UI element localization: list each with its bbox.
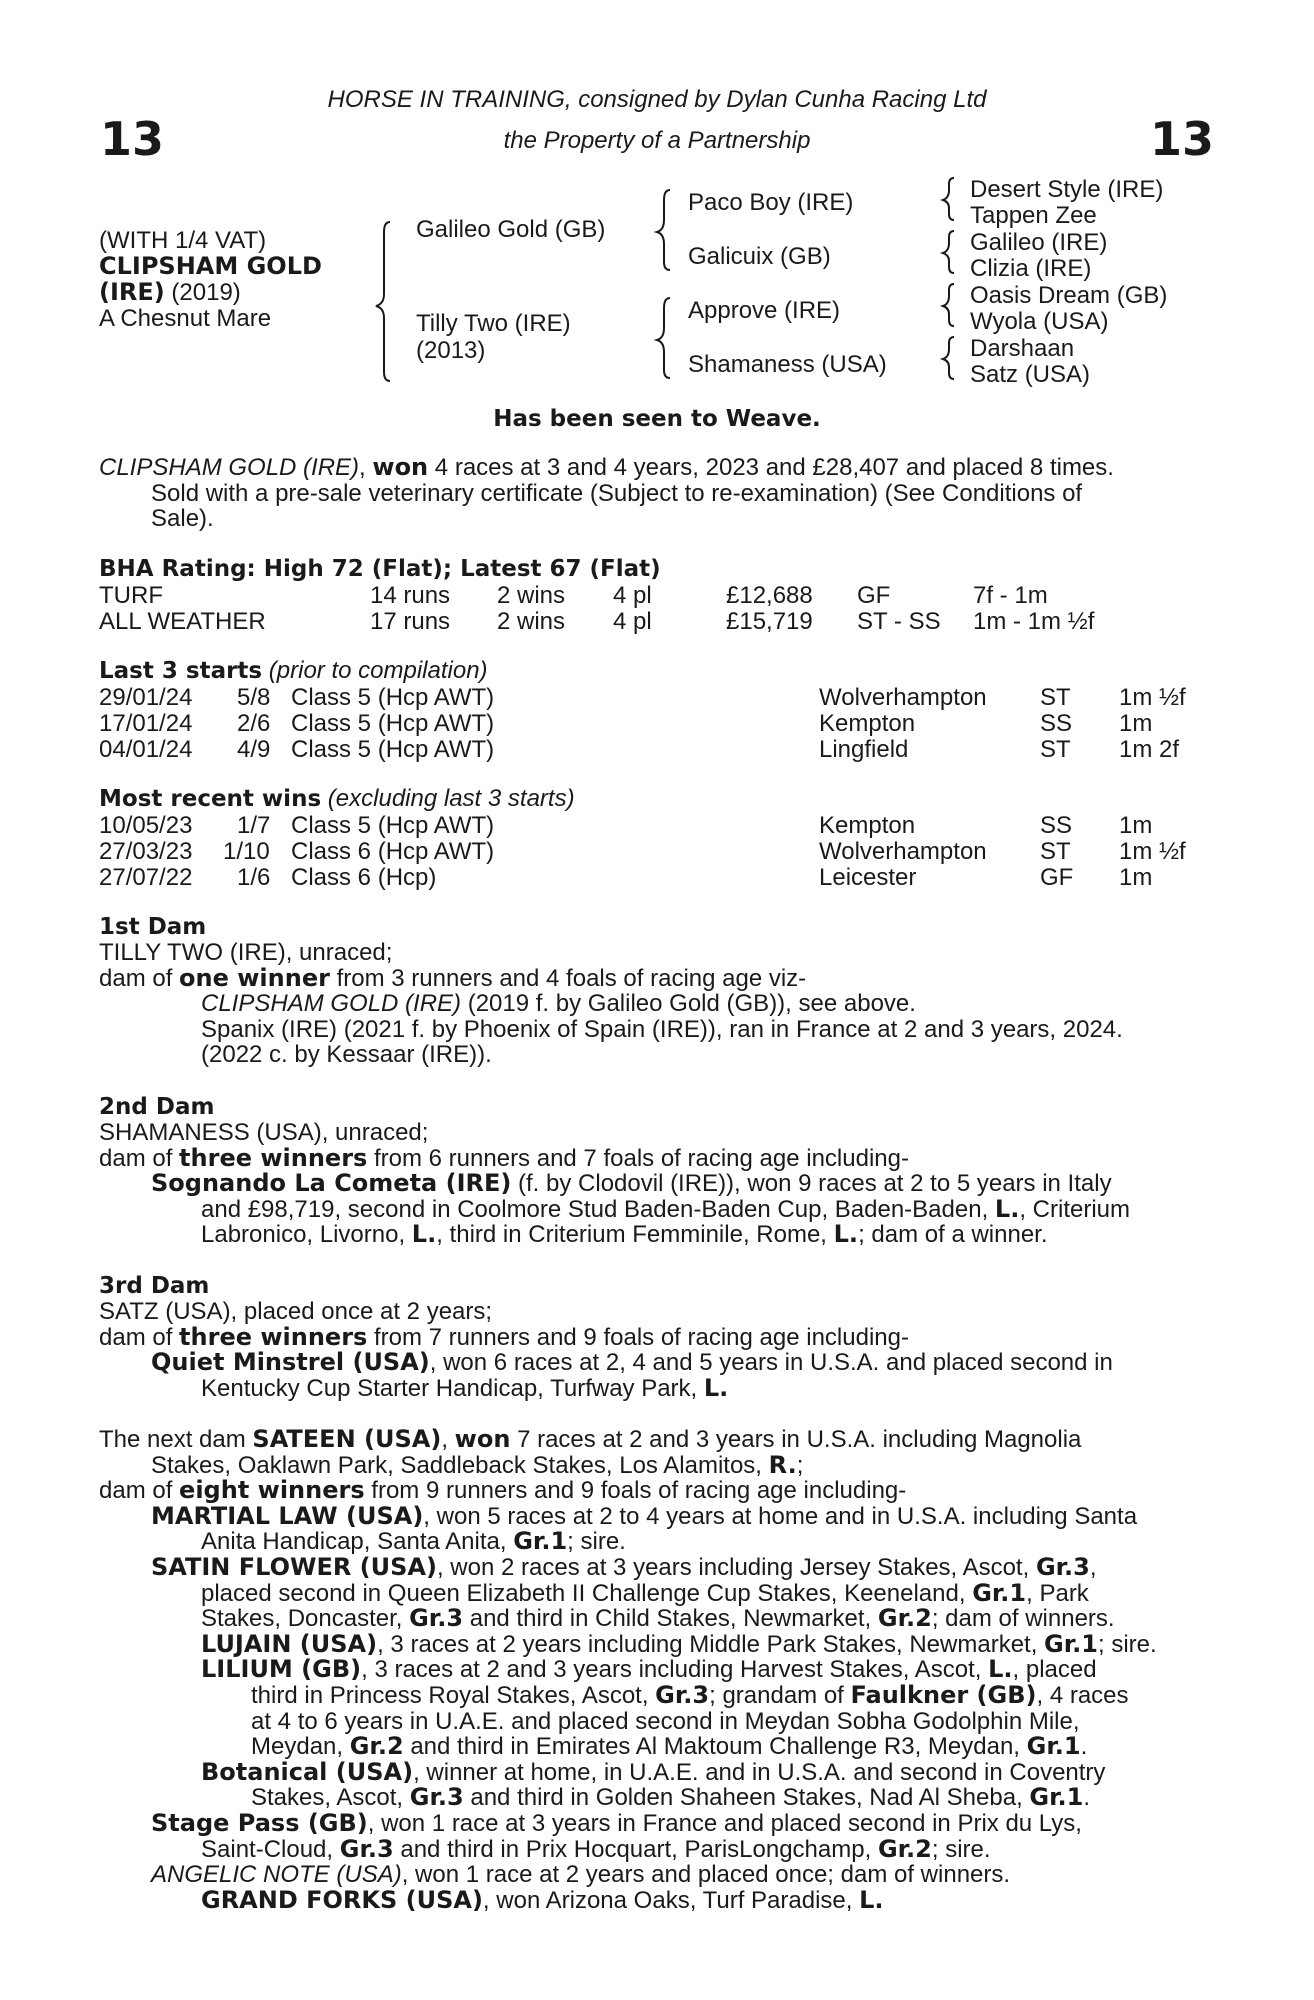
last-starts-title: Last 3 starts (prior to compilation) <box>99 657 488 684</box>
great-grand-2: Tappen Zee <box>970 202 1097 229</box>
dam1-title: 1st Dam <box>99 914 207 940</box>
dam3-title: 3rd Dam <box>99 1273 210 1299</box>
last-start-row: 17/01/24 2/6 Class 5 (Hcp AWT) Kempton SS 1m <box>99 710 1153 737</box>
grandsire-dam: Approve (IRE) <box>688 297 841 324</box>
great-grand-8: Satz (USA) <box>970 361 1091 388</box>
dam-year: (2013) <box>416 337 486 364</box>
dam3-paragraph: SATZ (USA), placed once at 2 years; dam of three winners from 7 runners and 9 foals of racing age including- Quiet Minstrel (USA), won 6 races at 2, 4 and 5 years in U.S.A. and placed second in Kentucky Cup Starter Handicap, Turfway Park, L. <box>99 1298 1113 1402</box>
recent-win-row: 10/05/23 1/7 Class 5 (Hcp AWT) Kempton SS 1m <box>99 812 1153 839</box>
next-dam-paragraph: The next dam SATEEN (USA), won 7 races at 2 and 3 years in U.S.A. including Magnolia Stakes, Oaklawn Park, Saddleback Stakes, Los Alamitos, R.; dam of eight winners from 9 runners and 9 foals of racing age including- MARTIAL LAW (USA), won 5 races at 2 to 4 years at home and in U.S.A. including Santa Anita Handicap, Santa Anita, Gr.1; sire. SATIN FLOWER (USA), won 2 races at 3 years including Jersey Stakes, Ascot, Gr.3, placed second in Queen Elizabeth II Challenge Cup Stakes, Keeneland, Gr.1, Park Stakes, Doncaster, Gr.3 and third in Child Stakes, Newmarket, Gr.2; dam of winners. LUJAIN (USA), 3 races at 2 years including Middle Park Stakes, Newmarket, Gr.1; sire. LILIUM (GB), 3 races at 2 and 3 years including Harvest Stakes, Ascot, L., placed third in Princess Royal Stakes, Ascot, Gr.3; grandam of Faulkner (GB), 4 races at 4 to 6 years in U.A.E. and placed second in Meydan Sobha Godolphin Mile, Meydan, Gr.2 and third in Emirates Al Maktoum Challenge R3, Meydan, Gr.1. Botanical (USA), winner at home, in U.A.E. and in U.S.A. and second in Coventry Stakes, Ascot, Gr.3 and third in Golden Shaheen Stakes, Nad Al Sheba, Gr.1. Stage Pass (GB), won 1 race at 3 years in France and placed second in Prix du Lys, Saint-Cloud, Gr.3 and third in Prix Hocquart, ParisLongchamp, Gr.2; sire. ANGELIC NOTE (USA), won 1 race at 2 years and placed once; dam of winners. GRAND FORKS (USA), won Arizona Oaks, Turf Paradise, L. <box>99 1425 1157 1914</box>
great-grand-5: Oasis Dream (GB) <box>970 282 1168 309</box>
horse-origin-year: (IRE) (2019) <box>99 278 241 306</box>
last-start-row: 04/01/24 4/9 Class 5 (Hcp AWT) Lingfield ST 1m 2f <box>99 736 1180 763</box>
great-grand-7: Darshaan <box>970 335 1075 362</box>
lot-number-right: 13 <box>1150 112 1215 166</box>
summary-paragraph: CLIPSHAM GOLD (IRE), won 4 races at 3 and 4 years, 2023 and £28,407 and placed 8 times. Sold with a pre-sale veterinary certificate (Subject to re-examination) (See Conditions of Sale). <box>99 453 1114 533</box>
rating-row-all-weather: ALL WEATHER 17 runs 2 wins 4 pl £15,719 ST - SS 1m - 1m ½f <box>99 608 1095 635</box>
weave-note: Has been seen to Weave. <box>493 406 821 432</box>
sire-name: Galileo Gold (GB) <box>416 216 606 243</box>
recent-win-row: 27/07/22 1/6 Class 6 (Hcp) Leicester GF 1m <box>99 864 1153 891</box>
dam1-paragraph: TILLY TWO (IRE), unraced; dam of one winner from 3 runners and 4 foals of racing age viz- CLIPSHAM GOLD (IRE) (2019 f. by Galileo Gold (GB)), see above. Spanix (IRE) (2021 f. by Phoenix of Spain (IRE)), ran in France at 2 and 3 years, 2024. (2022 c. by Kessaar (IRE)). <box>99 939 1123 1069</box>
rating-row-turf: TURF 14 runs 2 wins 4 pl £12,688 GF 7f - 1m <box>99 582 1048 609</box>
header-property: the Property of a Partnership <box>503 127 811 154</box>
horse-name: CLIPSHAM GOLD <box>99 252 322 280</box>
recent-wins-title: Most recent wins (excluding last 3 starts) <box>99 785 575 812</box>
last-start-row: 29/01/24 5/8 Class 5 (Hcp AWT) Wolverhampton ST 1m ½f <box>99 684 1186 711</box>
great-grand-4: Clizia (IRE) <box>970 255 1092 282</box>
vat-note: (WITH 1/4 VAT) <box>99 227 267 254</box>
granddam-sire: Galicuix (GB) <box>688 243 831 270</box>
dam-name: Tilly Two (IRE) <box>416 310 571 337</box>
great-grand-1: Desert Style (IRE) <box>970 176 1164 203</box>
lot-number-left: 13 <box>100 112 165 166</box>
header-consignor: HORSE IN TRAINING, consigned by Dylan Cunha Racing Ltd <box>327 86 987 113</box>
grandsire-sire: Paco Boy (IRE) <box>688 189 854 216</box>
horse-description: A Chesnut Mare <box>99 305 272 332</box>
rating-title: BHA Rating: High 72 (Flat); Latest 67 (Flat) <box>99 556 661 582</box>
great-grand-6: Wyola (USA) <box>970 308 1109 335</box>
great-grand-3: Galileo (IRE) <box>970 229 1108 256</box>
recent-win-row: 27/03/23 1/10 Class 6 (Hcp AWT) Wolverhampton ST 1m ½f <box>99 838 1186 865</box>
granddam-dam: Shamaness (USA) <box>688 351 887 378</box>
dam2-paragraph: SHAMANESS (USA), unraced; dam of three winners from 6 runners and 7 foals of racing age including- Sognando La Cometa (IRE) (f. by Clodovil (IRE)), won 9 races at 2 to 5 years in Italy and £98,719, second in Coolmore Stud Baden-Baden Cup, Baden-Baden, L., Criterium Labronico, Livorno, L., third in Criterium Femminile, Rome, L.; dam of a winner. <box>99 1119 1130 1249</box>
dam2-title: 2nd Dam <box>99 1094 215 1120</box>
